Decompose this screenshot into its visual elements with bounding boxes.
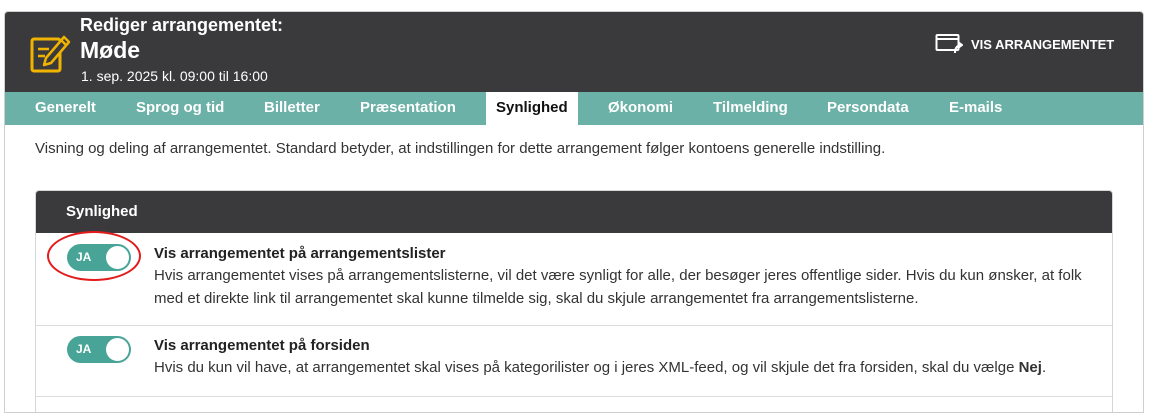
view-event-button-label: VIS ARRANGEMENTET bbox=[971, 36, 1115, 52]
tab-synlighed[interactable]: Synlighed bbox=[486, 92, 578, 125]
open-preview-icon bbox=[935, 33, 963, 55]
panel-header bbox=[36, 191, 1112, 233]
tab-praesentation[interactable]: Præsentation bbox=[360, 99, 456, 116]
tab-persondata[interactable]: Persondata bbox=[827, 99, 909, 116]
visibility-panel bbox=[35, 190, 1113, 413]
toggle-label: JA bbox=[76, 250, 92, 264]
page-title-label: Rediger arrangementet: bbox=[80, 15, 284, 35]
tab-tilmelding[interactable]: Tilmelding bbox=[713, 99, 788, 116]
event-date: 1. sep. 2025 kl. 09:00 til 16:00 bbox=[81, 68, 268, 84]
toggle-show-on-frontpage[interactable] bbox=[67, 336, 131, 363]
setting-description: Hvis arrangementet vises på arrangementslisterne, vil det være synligt for alle, der besøger jeres offentlige sider. Hvis du kun ønsker, at folk med et direkte link til arrangementet skal kunne tilmelde sig, skal du skjule arrangementet fra arrangementslisterne. bbox=[154, 267, 1082, 307]
event-editor-window bbox=[4, 11, 1144, 413]
toggle-knob bbox=[106, 246, 129, 269]
setting-row-event-lists bbox=[36, 233, 1112, 326]
tab-billetter[interactable]: Billetter bbox=[264, 99, 320, 116]
toggle-label: JA bbox=[76, 342, 92, 356]
panel-title: Synlighed bbox=[66, 203, 138, 220]
intro-text: Visning og deling af arrangementet. Standard betyder, at indstillingen for dette arrangement følger kontoens generelle indstilling. bbox=[35, 140, 886, 157]
tab-bar bbox=[5, 92, 1143, 125]
description-emphasis: Nej bbox=[1018, 359, 1042, 376]
setting-title: Vis arrangementet på arrangementslister bbox=[154, 245, 446, 262]
description-text: Hvis du kun vil have, at arrangementet skal vises på kategorilister og i jeres XML-feed, og vil skjule det fra forsiden, skal du vælge bbox=[154, 359, 1019, 376]
event-name: Møde bbox=[80, 37, 141, 63]
toggle-show-on-event-lists[interactable] bbox=[67, 244, 131, 271]
setting-row-frontpage bbox=[36, 326, 1112, 397]
setting-title: Vis arrangementet på forsiden bbox=[154, 337, 370, 354]
tab-okonomi[interactable]: Økonomi bbox=[608, 99, 674, 116]
description-suffix: . bbox=[1041, 359, 1047, 376]
tab-emails[interactable]: E-mails bbox=[949, 99, 1003, 116]
tab-sprog-og-tid[interactable]: Sprog og tid bbox=[136, 99, 225, 116]
tab-generelt[interactable]: Generelt bbox=[35, 99, 96, 116]
toggle-knob bbox=[106, 338, 129, 361]
view-event-button[interactable] bbox=[935, 32, 1114, 56]
edit-note-icon bbox=[29, 32, 71, 74]
setting-description bbox=[154, 356, 1094, 379]
event-header bbox=[5, 12, 1143, 92]
